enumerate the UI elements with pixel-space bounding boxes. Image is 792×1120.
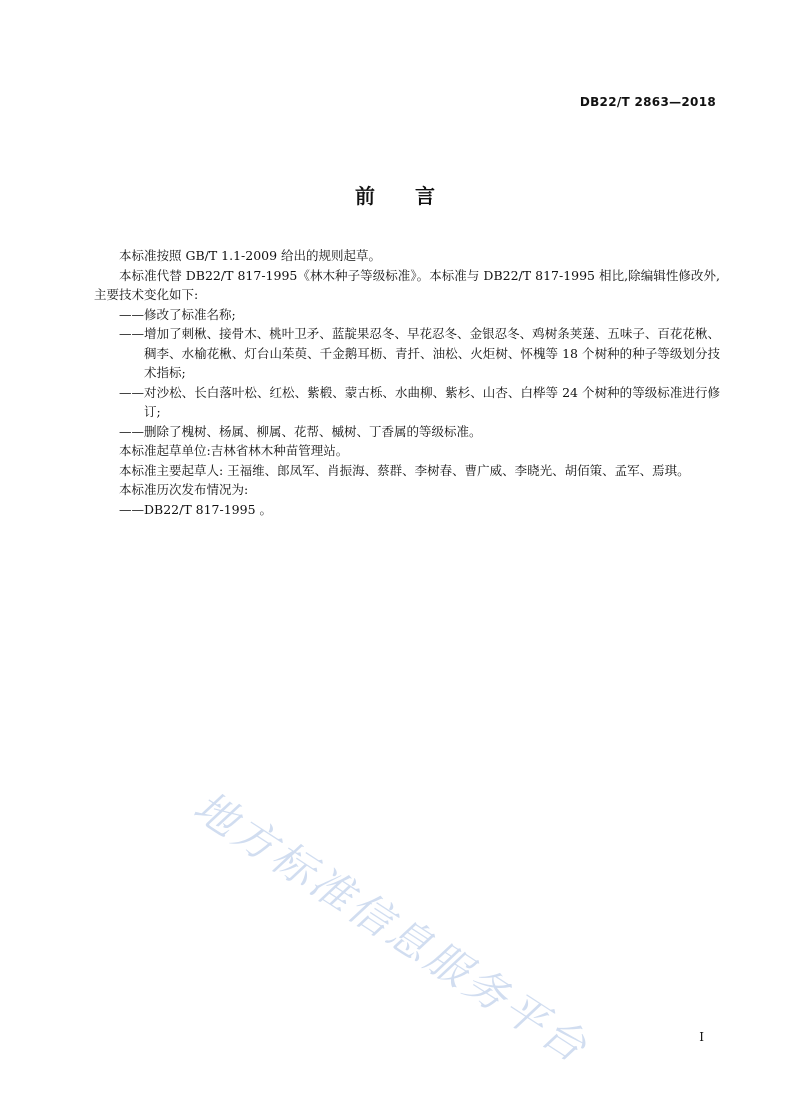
list-item-revised-species: ——对沙松、长白落叶松、红松、紫椴、蒙古栎、水曲柳、紫杉、山杏、白桦等 24 个树种的等级标准进行修订; xyxy=(119,384,720,419)
document-code: DB22/T 2863—2018 xyxy=(579,95,716,109)
foreword-body xyxy=(94,246,720,519)
page-number: I xyxy=(699,1030,704,1044)
title-part-2: 言 xyxy=(415,184,437,208)
paragraph-drafting-rules: 本标准按照 GB/T 1.1-2009 给出的规则起草。 xyxy=(119,248,382,263)
paragraph-release-history: 本标准历次发布情况为: xyxy=(119,482,249,497)
paragraph-drafting-unit: 本标准起草单位:吉林省林木种苗管理站。 xyxy=(119,443,349,458)
list-item-deleted-species: ——删除了槐树、杨属、柳属、花帮、槭树、丁香属的等级标准。 xyxy=(119,423,482,439)
title-part-1: 前 xyxy=(355,184,377,208)
paragraph-replacement: 本标准代替 DB22/T 817-1995《林木种子等级标准》。本标准与 DB22/T 817-1995 相比,除编辑性修改外,主要技术变化如下: xyxy=(94,267,720,302)
list-item-change-name: ——修改了标准名称; xyxy=(119,306,236,322)
watermark: 地方标准信息服务平台 xyxy=(185,781,598,1074)
paragraph-drafters: 本标准主要起草人: 王福维、郎凤军、肖振海、蔡群、李树春、曹广威、李晓光、胡佰策、孟军、焉琪。 xyxy=(119,462,690,478)
page-title xyxy=(0,180,792,209)
list-item-added-species: ——增加了刺楸、接骨木、桃叶卫矛、蓝靛果忍冬、早花忍冬、金银忍冬、鸡树条荚蒾、五味子、百花花楸、稠李、水榆花楸、灯台山茱萸、千金鹅耳枥、青扦、油松、火炬树、怀槐等 18 个树种的种子等级划分技术指标; xyxy=(119,326,720,380)
list-item-previous-edition: ——DB22/T 817-1995 。 xyxy=(119,501,273,517)
